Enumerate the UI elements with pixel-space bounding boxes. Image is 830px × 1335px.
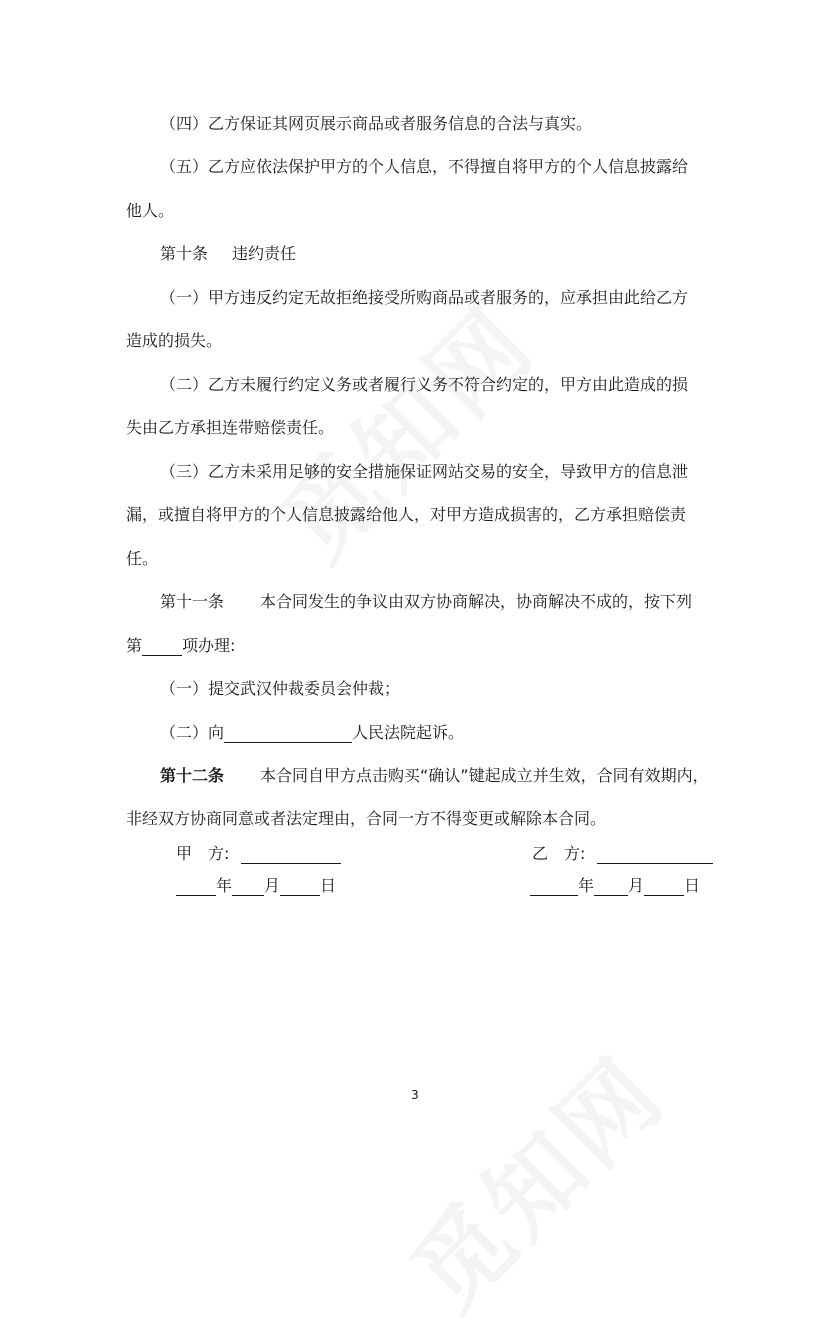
- party-b-year-blank: [530, 878, 578, 896]
- liability-3-line-3: 任。: [126, 549, 159, 568]
- year-label: 年: [216, 876, 233, 895]
- article-11-text: 本合同发生的争议由双方协商解决，协商解决不成的，按下列: [260, 592, 693, 611]
- party-b-day-blank: [644, 878, 684, 896]
- dispute-option-2: [160, 723, 760, 743]
- article-10-title: 违约责任: [232, 244, 297, 263]
- clause-4: （四）乙方保证其网页展示商品或者服务信息的合法与真实。: [160, 114, 593, 133]
- party-b-signature: [532, 844, 713, 864]
- court-name-blank: [224, 725, 352, 743]
- liability-2-line-1: （二）乙方未履行约定义务或者履行义务不符合约定的，甲方由此造成的损: [160, 375, 689, 394]
- party-b-date: [530, 876, 700, 896]
- dispute-option-2-prefix: （二）向: [160, 723, 225, 742]
- party-a-date: [176, 876, 336, 896]
- article-10-number: 第十条: [160, 244, 209, 263]
- liability-2-line-2: 失由乙方承担连带赔偿责任。: [126, 418, 335, 437]
- page-number: 3: [411, 1088, 419, 1102]
- article-12-line-2: 非经双方协商同意或者法定理由，合同一方不得变更或解除本合同。: [126, 809, 607, 828]
- dispute-option-1: （一）提交武汉仲裁委员会仲裁；: [160, 679, 401, 698]
- liability-3-line-1: （三）乙方未采用足够的安全措施保证网站交易的安全，导致甲方的信息泄: [160, 462, 689, 481]
- article-10-heading: [160, 244, 760, 264]
- article-12-line-1: [160, 766, 760, 786]
- article-11-line-2: [126, 636, 726, 656]
- party-a-signature: [176, 844, 341, 864]
- clause-5-line-2: 他人。: [126, 201, 175, 220]
- party-b-blank: [597, 846, 713, 864]
- party-b-month-blank: [594, 878, 628, 896]
- liability-3-line-2: 漏，或擅自将甲方的个人信息披露给他人，对甲方造成损害的，乙方承担赔偿责: [126, 505, 687, 524]
- dispute-option-2-suffix: 人民法院起诉。: [352, 723, 465, 742]
- liability-1-line-1: （一）甲方违反约定无故拒绝接受所购商品或者服务的，应承担由此给乙方: [160, 288, 689, 307]
- party-a-month-blank: [232, 878, 264, 896]
- clause-5-line-1: （五）乙方应依法保护甲方的个人信息，不得擅自将甲方的个人信息披露给: [160, 157, 689, 176]
- party-b-label: 乙 方:: [532, 844, 586, 863]
- day-label: 日: [684, 876, 701, 895]
- month-label: 月: [628, 876, 645, 895]
- party-a-blank: [241, 846, 341, 864]
- article-11-prefix: 第: [126, 636, 143, 655]
- month-label: 月: [264, 876, 281, 895]
- article-11-number: 第十一条: [160, 592, 225, 611]
- party-a-year-blank: [176, 878, 216, 896]
- liability-1-line-2: 造成的损失。: [126, 331, 223, 350]
- article-11-suffix: 项办理:: [182, 636, 236, 655]
- party-a-day-blank: [280, 878, 320, 896]
- article-12-number: 第十二条: [160, 766, 225, 785]
- option-number-blank: [142, 638, 182, 656]
- article-12-text: 本合同自甲方点击购买“确认”键起成立并生效，合同有效期内，: [260, 766, 709, 785]
- year-label: 年: [578, 876, 595, 895]
- watermark-bottom: [376, 1022, 689, 1335]
- party-a-label: 甲 方:: [176, 844, 230, 863]
- article-11-line-1: [160, 592, 760, 612]
- day-label: 日: [320, 876, 337, 895]
